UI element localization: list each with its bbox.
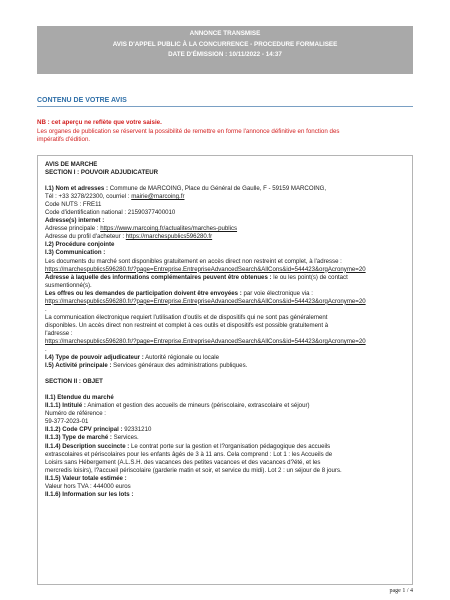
banner-notice-type: AVIS D'APPEL PUBLIC À LA CONCURRENCE - PROCEDURE FORMALISEE bbox=[112, 40, 338, 48]
additional-info-continued: susmentionné(s). bbox=[45, 281, 92, 289]
transmission-banner bbox=[37, 26, 413, 74]
communication-heading: I.3) Communication : bbox=[45, 249, 106, 257]
main-address-link[interactable]: https://www.marcoing.fr/actualites/marches-publics bbox=[100, 225, 238, 233]
contract-scope-heading: II.1) Etendue du marché bbox=[45, 394, 114, 402]
description-line-4: mercredis loisirs), l?accueil périscolaire (garderie matin et soir, et service du midi). Lot 2 : un séjour de 8 jours. bbox=[45, 466, 342, 474]
name-address-line: I.1) Nom et adresses : Commune de MARCOING, Place du Général de Gaulle, F - 59159 MARCOING, bbox=[45, 185, 327, 193]
joint-procedure: I.2) Procédure conjointe bbox=[45, 241, 115, 249]
offers-link-dot: . bbox=[45, 305, 47, 313]
electronic-comm-2: disponibles. Un accès direct non restreint et complet à ces outils et dispositifs est possible gratuitement à bbox=[45, 321, 329, 329]
estimated-value-heading: II.1.5) Valeur totale estimée : bbox=[45, 474, 127, 482]
note-text-1: Les organes de publication se réservent la possibilité de remettre en forme l'annonce définitive en fonction des bbox=[37, 127, 340, 135]
notice-title: AVIS DE MARCHÉ bbox=[45, 161, 98, 168]
contract-type-line: II.1.3) Type de marché : Services. bbox=[45, 434, 139, 442]
electronic-comm-1: La communication électronique requiert l'utilisation d'outils et de dispositifs qui ne sont pas généralement bbox=[45, 313, 328, 321]
buyer-profile-link[interactable]: https://marchespublics596280.fr bbox=[125, 233, 213, 241]
tools-link[interactable]: https://marchespublics596280.fr/?page=Entreprise.EntrepriseAdvancedSearch&AllCons&id=544423&orgAcronyme=20 bbox=[45, 337, 366, 345]
electronic-comm-3: l'adresse : bbox=[45, 329, 73, 337]
description-line-2: extrascolaires et périscolaires pour les enfants âgés de 3 à 11 ans. Cela comprend : Lot 1 : les Accueils de bbox=[45, 450, 333, 458]
footer-divider bbox=[37, 584, 413, 585]
internet-addresses-label: Adresse(s) internet : bbox=[45, 217, 105, 225]
main-address-line: Adresse principale : https://www.marcoing.fr/actualites/marches-publics bbox=[45, 225, 238, 233]
description-line-1: II.1.4) Description succincte : Le contrat porte sur la gestion et l?organisation pédagogique des accueils bbox=[45, 442, 331, 450]
additional-info-line: Adresse à laquelle des informations complémentaires peuvent être obtenues : le ou les point(s) de contact bbox=[45, 273, 348, 281]
notice-content-box bbox=[37, 155, 413, 585]
note-text-2: impératifs d'édition. bbox=[37, 136, 91, 144]
banner-status: ANNONCE TRANSMISE bbox=[189, 30, 261, 37]
section-title: CONTENU DE VOTRE AVIS bbox=[37, 97, 127, 104]
nuts-code: Code NUTS : FRE11 bbox=[45, 201, 102, 209]
documents-text: Les documents du marché sont disponibles gratuitement en accès direct non restreint et complet, à l'adresse : bbox=[45, 257, 342, 265]
buyer-profile-line: Adresse du profil d'acheteur : https://marchespublics596280.fr bbox=[45, 233, 213, 241]
offers-link[interactable]: https://marchespublics596280.fr/?page=Entreprise.EntrepriseAdvancedSearch&AllCons&id=544423&orgAcronyme=20 bbox=[45, 297, 366, 305]
title-line: II.1.1) Intitulé : Animation et gestion des accueils de mineurs (périscolaire, extrascolaire et séjour) bbox=[45, 402, 310, 410]
section-divider bbox=[37, 106, 413, 107]
description-line-3: Loisirs sans Hébergement (A.L.S.H. des vacances des petites vacances et des vacances d?été, et les bbox=[45, 458, 321, 466]
tools-link-dot: . bbox=[45, 346, 47, 354]
section-1-heading: SECTION I : POUVOIR ADJUDICATEUR bbox=[45, 169, 159, 177]
main-activity-line: I.5) Activité principale : Services généraux des administrations publiques. bbox=[45, 362, 248, 370]
authority-type-line: I.4) Type de pouvoir adjudicateur : Autorité régionale ou locale bbox=[45, 354, 219, 362]
documents-link[interactable]: https://marchespublics596280.fr/?page=Entreprise.EntrepriseAdvancedSearch&AllCons&id=544423&orgAcronyme=20 bbox=[45, 265, 366, 273]
phone-email-line: Tél : +33 3278/22300, courriel : mairie@marcoing.fr bbox=[45, 193, 185, 201]
preview-note bbox=[37, 119, 413, 145]
banner-issue-date: DATE D'ÉMISSION : 10/11/2022 - 14:37 bbox=[168, 51, 282, 58]
lots-info-heading: II.1.6) Information sur les lots : bbox=[45, 490, 134, 498]
reference-value: 59-377-2023-01 bbox=[45, 418, 89, 426]
reference-label: Numéro de référence : bbox=[45, 410, 106, 418]
cpv-code-line: II.1.2) Code CPV principal : 92331210 bbox=[45, 426, 152, 434]
note-warning: NB : cet aperçu ne reflète que votre saisie. bbox=[37, 119, 162, 126]
notice-body bbox=[45, 161, 407, 499]
offers-line: Les offres ou les demandes de participation doivent être envoyées : par voie électronique via : bbox=[45, 289, 313, 297]
national-id: Code d'identification national : 21590377400010 bbox=[45, 209, 176, 217]
email-link[interactable]: mairie@marcoing.fr bbox=[131, 193, 185, 201]
page-number: page 1 / 4 bbox=[389, 588, 413, 594]
section-2-heading: SECTION II : OBJET bbox=[45, 378, 103, 386]
estimated-value: Valeur hors TVA : 444000 euros bbox=[45, 482, 131, 490]
